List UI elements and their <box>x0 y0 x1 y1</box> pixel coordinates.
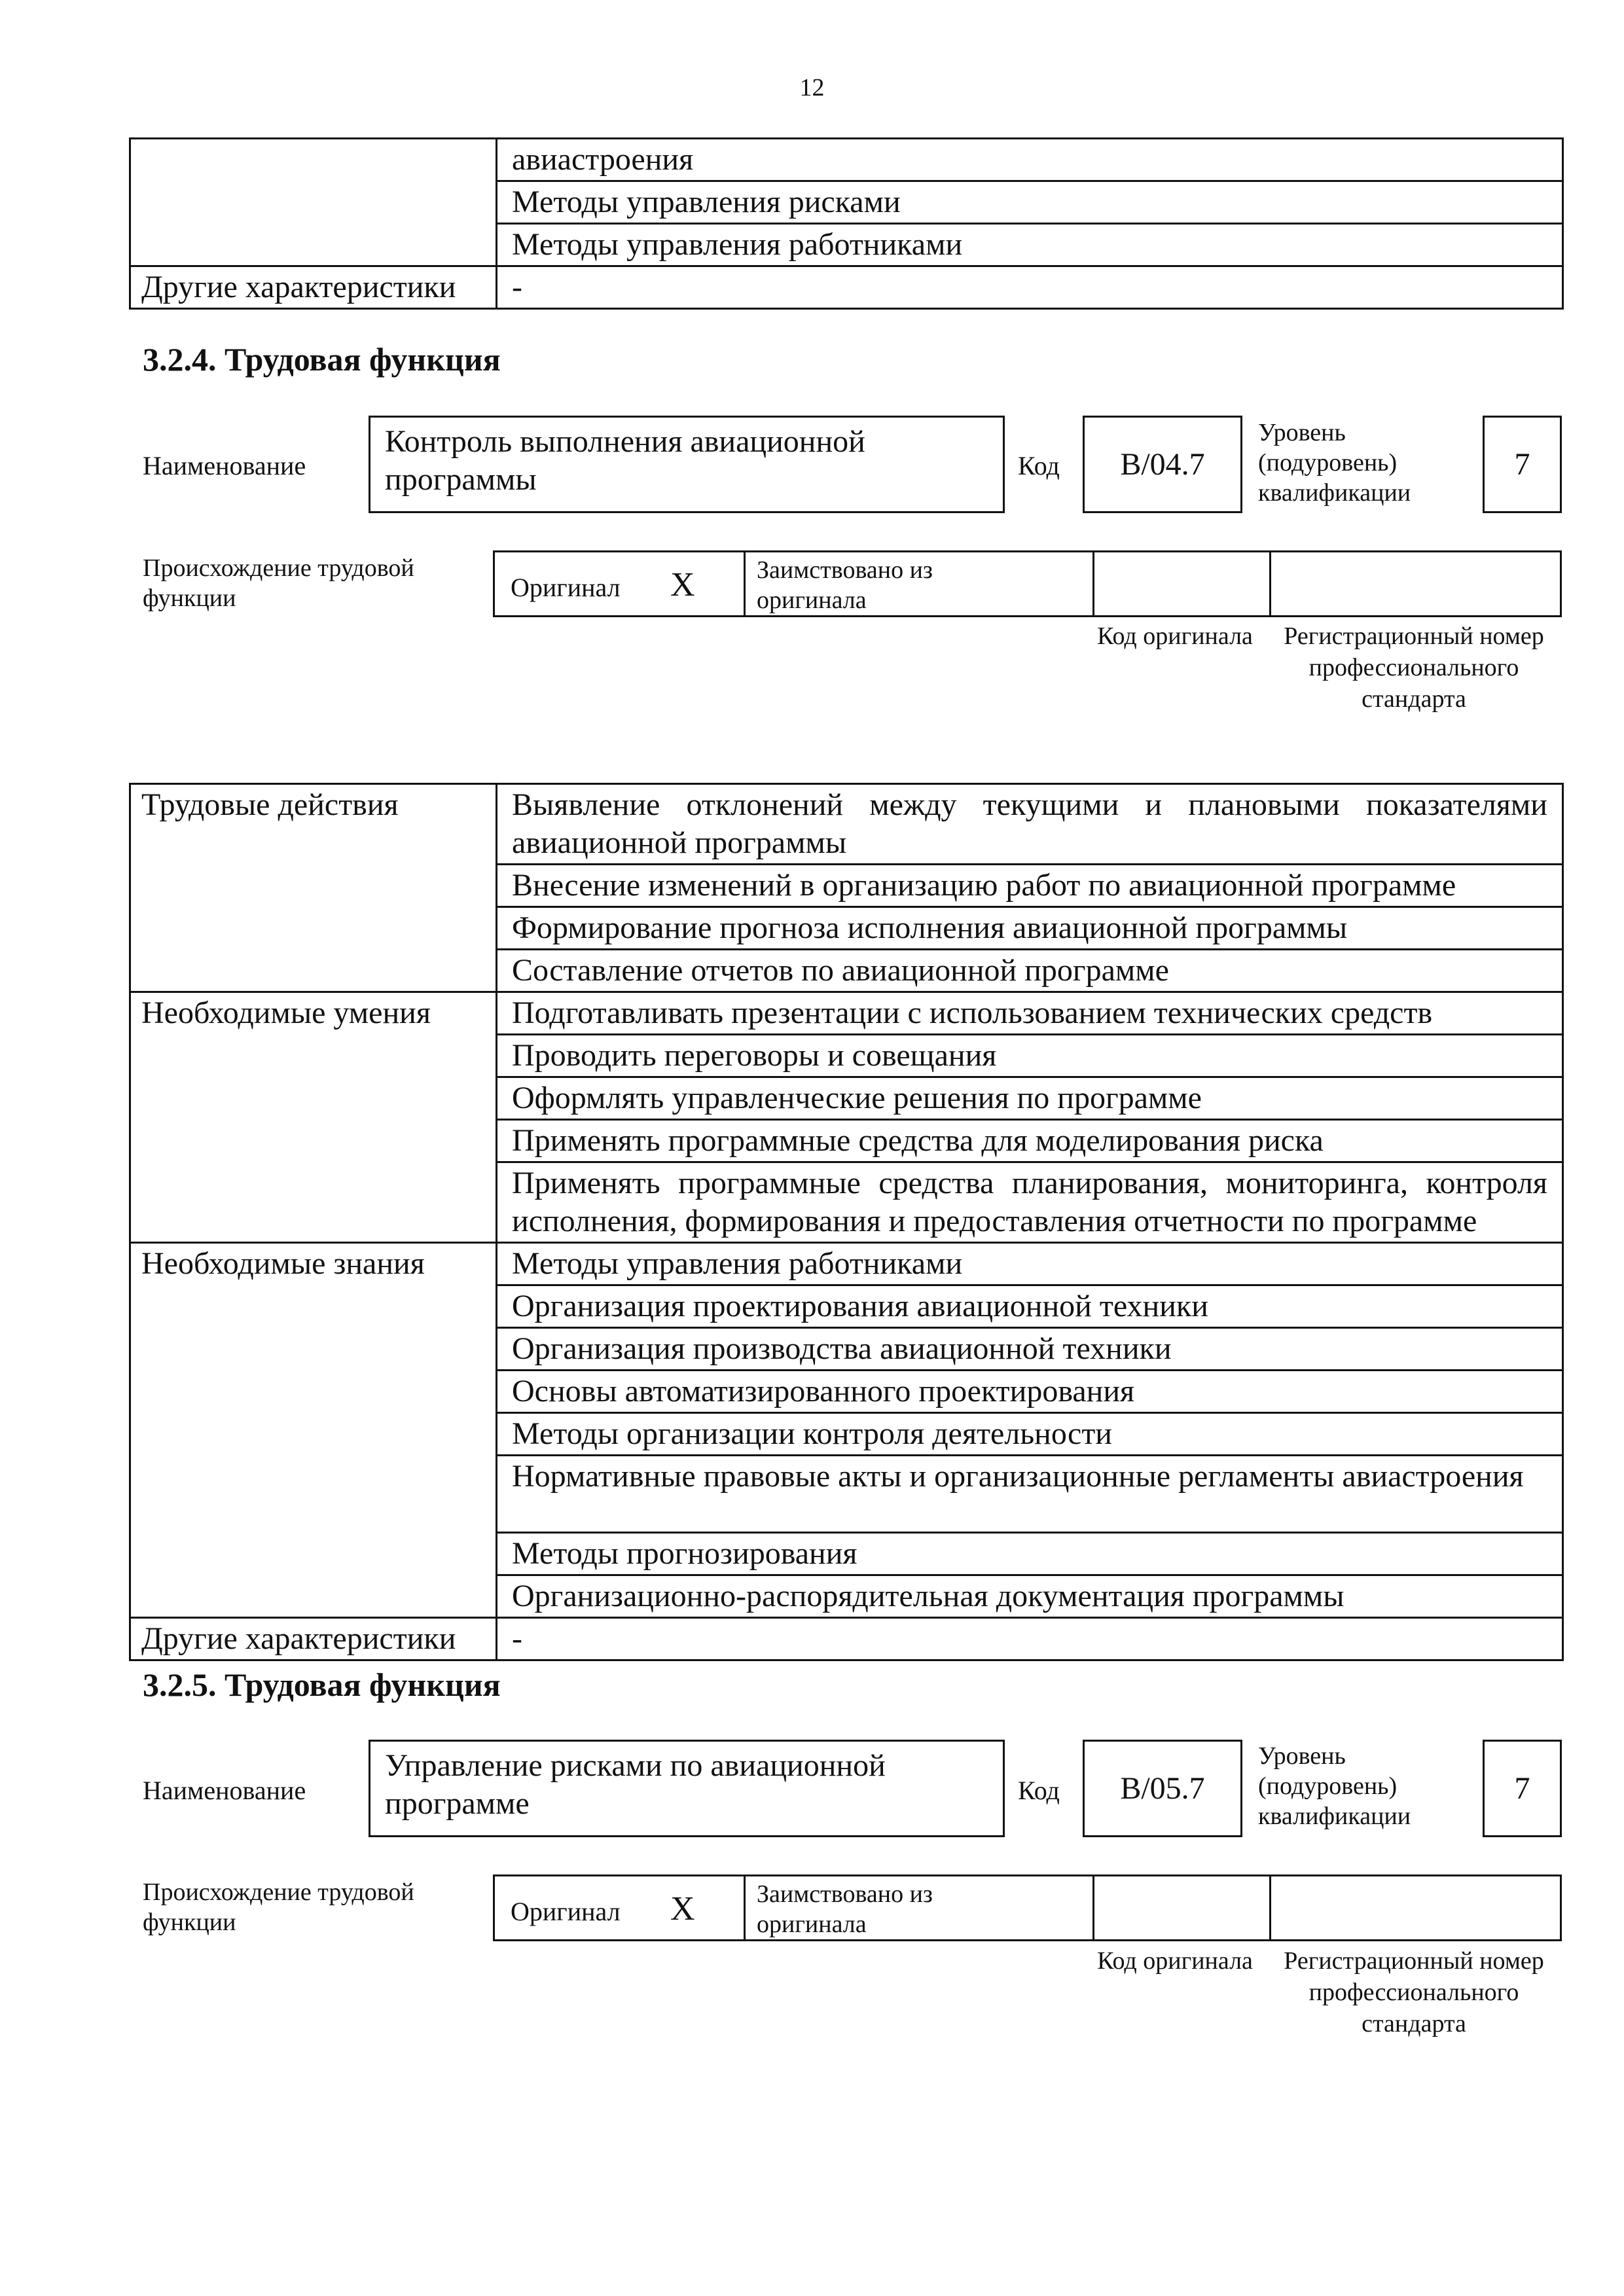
empty-label-cell <box>130 139 497 266</box>
divider <box>1269 1876 1271 1939</box>
function-name: Управление рисками по авиационной программе <box>385 1748 886 1821</box>
function-code-box <box>1083 1740 1242 1837</box>
table-row: Применять программные средства для моделирования риска <box>497 1120 1563 1162</box>
skills-label: Необходимые умения <box>130 992 497 1243</box>
table-row: Основы автоматизированного проектирования <box>497 1371 1563 1413</box>
other-characteristics-value: - <box>497 1618 1563 1660</box>
table-row: Составление отчетов по авиационной программе <box>497 950 1563 992</box>
other-characteristics-label: Другие характеристики <box>130 1618 497 1660</box>
section-title: 3.2.5. Трудовая функция <box>143 1666 501 1703</box>
table-row: Организация производства авиационной техники <box>497 1328 1563 1371</box>
table-row: Методы управления работниками <box>497 224 1563 266</box>
table-row: Подготавливать презентации с использованием технических средств <box>497 992 1563 1035</box>
divider <box>1092 552 1094 615</box>
function-code: B/04.7 <box>1120 447 1205 482</box>
original-mark: X <box>670 566 695 603</box>
function-name: Контроль выполнения авиационной программы <box>385 424 865 497</box>
top-table <box>129 137 1564 310</box>
main-table <box>129 783 1564 1661</box>
function-name-box <box>369 1740 1005 1837</box>
table-row: Внесение изменений в организацию работ по авиационной программе <box>497 865 1563 907</box>
level-box <box>1483 416 1562 513</box>
divider <box>1092 1876 1094 1939</box>
name-label: Наименование <box>143 451 306 480</box>
borrowed-label: Заимствовано из оригинала <box>757 1880 933 1938</box>
borrowed-label: Заимствовано из оригинала <box>757 556 933 614</box>
level-value: 7 <box>1514 447 1530 482</box>
origin-row <box>493 550 1562 617</box>
code-label: Код <box>1018 1776 1060 1805</box>
other-characteristics-value: - <box>497 266 1563 309</box>
original-label: Оригинал <box>511 1897 621 1926</box>
table-row: Методы прогнозирования <box>497 1533 1563 1575</box>
table-row: авиастроения <box>497 139 1563 181</box>
other-characteristics-label: Другие характеристики <box>130 266 497 309</box>
function-code: B/05.7 <box>1120 1771 1205 1806</box>
table-row: Выявление отклонений между текущими и плановыми показателями авиационной программы <box>497 784 1563 865</box>
level-label: Уровень (подуровень) квалификации <box>1258 1742 1411 1830</box>
reg-number-caption: Регистрационный номер профессионального стандарта <box>1284 622 1544 713</box>
table-row: Методы управления работниками <box>497 1243 1563 1285</box>
original-label: Оригинал <box>511 573 621 602</box>
table-row: Методы организации контроля деятельности <box>497 1413 1563 1456</box>
table-row: Оформлять управленческие решения по программе <box>497 1077 1563 1120</box>
origin-label: Происхождение трудовой функции <box>143 554 414 612</box>
page-number: 12 <box>799 74 825 101</box>
code-original-caption: Код оригинала <box>1097 1947 1253 1975</box>
table-row: Применять программные средства планирования, мониторинга, контроля исполнения, формирования и предоставления отчетности по программе <box>497 1162 1563 1243</box>
table-row: Нормативные правовые акты и организационные регламенты авиастроения <box>497 1456 1563 1533</box>
function-name-box <box>369 416 1005 513</box>
table-row: Формирование прогноза исполнения авиационной программы <box>497 907 1563 950</box>
divider <box>744 1876 746 1939</box>
divider <box>744 552 746 615</box>
original-mark: X <box>670 1890 695 1928</box>
table-row: Организационно-распорядительная документация программы <box>497 1575 1563 1618</box>
section-title: 3.2.4. Трудовая функция <box>143 341 501 378</box>
code-label: Код <box>1018 451 1060 480</box>
reg-number-caption: Регистрационный номер профессионального стандарта <box>1284 1947 1544 2037</box>
function-code-box <box>1083 416 1242 513</box>
table-row: Методы управления рисками <box>497 181 1563 224</box>
level-value: 7 <box>1514 1771 1530 1806</box>
origin-label: Происхождение трудовой функции <box>143 1878 414 1936</box>
level-label: Уровень (подуровень) квалификации <box>1258 419 1411 507</box>
level-box <box>1483 1740 1562 1837</box>
actions-label: Трудовые действия <box>130 784 497 992</box>
origin-row <box>493 1874 1562 1941</box>
knowledge-label: Необходимые знания <box>130 1243 497 1618</box>
table-row: Организация проектирования авиационной техники <box>497 1285 1563 1328</box>
code-original-caption: Код оригинала <box>1097 622 1253 650</box>
divider <box>1269 552 1271 615</box>
table-row: Проводить переговоры и совещания <box>497 1035 1563 1077</box>
name-label: Наименование <box>143 1776 306 1805</box>
